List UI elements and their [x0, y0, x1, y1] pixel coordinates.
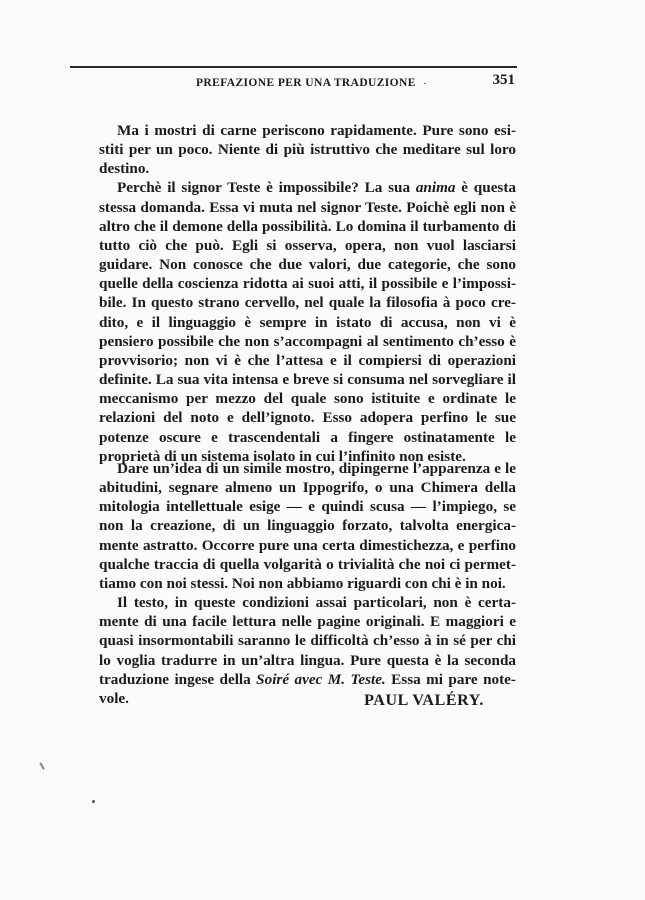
paragraph-4-emphasis: Soiré avec M. Teste.: [256, 670, 386, 688]
header-rule: [70, 66, 517, 68]
paragraph-4: [99, 593, 516, 708]
paragraph-2-rest: è questa stessa domanda. Essa vi muta nel signor Teste. Poichè egli non è altro che il demone della possibilità. Lo domina il turbamento di tutto ciò che può. Egli si osserva, opera, non vuol lasciarsi guidare. Non conosce che due valori, due categorie, che sono quelle della coscienza ridotta ai suoi atti, il possibile e l’impossibile. In questo strano cervello, nel quale la filosofia à poco credito, e il linguaggio è sempre in istato di accusa, non vi è pensiero possibile che non s’accompagni al sentimento ch’esso è provvisorio; non vi è che l’attesa e il compiersi di operazioni definite. La sua vita intensa e breve si consuma nel sorvegliare il meccanismo per mezzo del quale sono istituite e ordinate le relazioni del noto e dell’ignoto. Esso adopera perfino le sue potenze oscure e trascendentali a fingere ostinatamente le proprietà di un sistema isolato in cui l’infinito non esiste.: [99, 179, 516, 465]
signature: PAUL VALÉRY.: [364, 692, 484, 709]
header-dot: ·: [423, 78, 427, 90]
text-block-2: [99, 459, 516, 708]
page-number: 351: [492, 72, 515, 88]
scan-speck: [39, 762, 45, 770]
paragraph-4-rest: Essa mi pare notevole.: [99, 670, 516, 707]
paragraph-2: [99, 178, 516, 465]
paragraph-2-emphasis: anima: [415, 179, 456, 197]
paragraph-4-start: Il testo, in queste condizioni assai particolari, non è certamente di una facile lettura nelle pagine originali. E maggiori e quasi insormontabili saranno le difficoltà ch’esso à in sé per chi lo voglia tradurre in un’altra lingua. Pure questa è la seconda traduzione ingese della: [99, 594, 516, 688]
page-header: [96, 72, 517, 92]
running-title: PREFAZIONE PER UNA TRADUZIONE: [196, 77, 416, 89]
paragraph-3: Dare un’idea di un simile mostro, dipingerne l’apparenza e le abitudini, segnare almeno un Ippogrifo, o una Chimera della mitologia intellettuale esige — e quindi scusa — l’impiego, se non la creazione, di un linguaggio forzato, talvolta energicamente astratto. Occorre pure una certa dimestichezza, e perfino qualche traccia di quella volgarità o trivialità che noi ci permettiamo con noi stessi. Noi non abbiamo riguardi con chi è in noi.: [99, 460, 516, 592]
scan-speck: [92, 800, 95, 803]
paragraph-2-start: Perchè il signor Teste è impossibile? La sua: [117, 179, 416, 197]
text-block-1: [99, 121, 516, 466]
paragraph-1: Ma i mostri di carne periscono rapidamente. Pure sono esistiti per un poco. Niente di più istruttivo che meditare sul loro destino.: [99, 122, 516, 178]
